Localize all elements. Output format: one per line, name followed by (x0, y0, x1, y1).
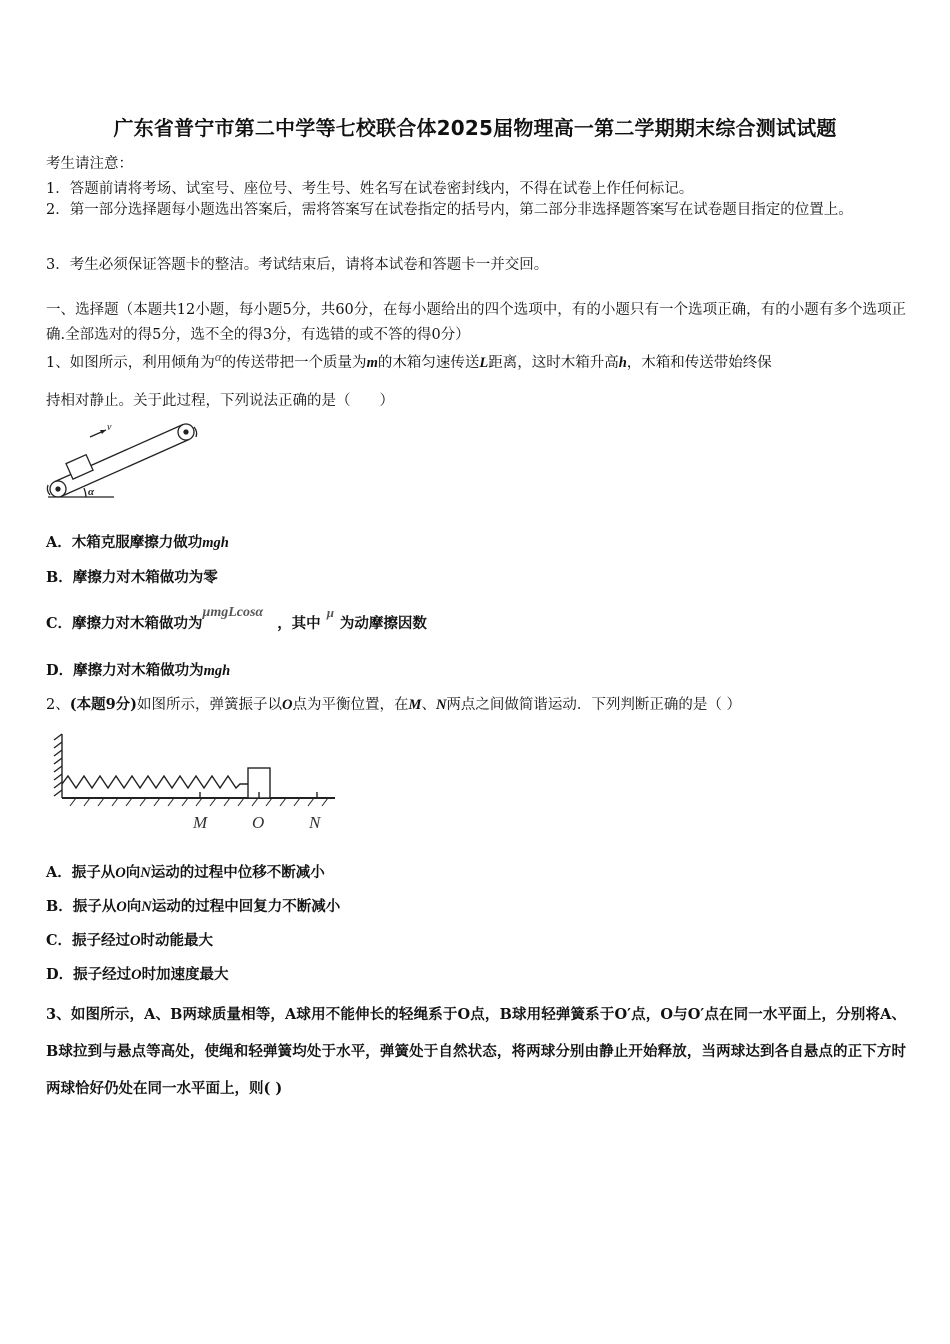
upper-pulley-axle (184, 430, 188, 434)
q2-stem: 2、(本题9分)如图所示，弹簧振子以O点为平衡位置，在M、N两点之间做简谐运动．下列判断正确的是（ ） (46, 696, 742, 713)
alpha-symbol: α (214, 349, 222, 364)
conveyor-belt-figure (44, 415, 214, 505)
q2-option-a: A．振子从O向N运动的过程中位移不断减小 (46, 864, 325, 881)
q1-option-b: B．摩擦力对木箱做功为零 (46, 569, 218, 586)
mu-symbol: μ (326, 605, 334, 620)
label-n: N (309, 813, 321, 832)
q2-option-b: B．振子从O向N运动的过程中回复力不断减小 (46, 898, 341, 915)
notice-item-3: 3．考生必须保证答题卡的整洁。考试结束后，请将本试卷和答题卡一并交回。 (46, 257, 549, 273)
q1-stem-line2: 持相对静止。关于此过程，下列说法正确的是（ ） (46, 393, 394, 409)
notice-item-2: 2．第一部分选择题每小题选出答案后，需将答案写在试卷指定的括号内，第二部分非选择题答案写在试卷题目指定的位置上。 (46, 202, 853, 218)
label-o: O (252, 813, 265, 832)
formula-friction: μmgLcosα (202, 605, 264, 620)
lower-pulley-axle (56, 487, 60, 491)
spring-oscillator-figure (50, 728, 340, 838)
section-heading: 一、选择题（本题共12小题，每小题5分，共60分，在每小题给出的四个选项中，有的小题只有一个选项正确，有的小题有多个选项正确.全部选对的得5分，选不全的得3分，有选错的或不答的得0分） (46, 302, 906, 343)
label-m: M (193, 813, 208, 832)
q2-option-c: C．振子经过O时动能最大 (46, 932, 214, 949)
q1-option-a: A．木箱克服摩擦力做功mgh (46, 534, 229, 551)
q2-option-d: D．振子经过O时加速度最大 (46, 966, 229, 983)
spring (62, 776, 248, 788)
notice-heading: 考生请注意： (46, 156, 133, 172)
q1-stem: 1、如图所示，利用倾角为α的传送带把一个质量为m的木箱匀速传送L距离，这时木箱升高h，木箱和传送带始终保 (46, 349, 772, 371)
angle-arc (84, 488, 86, 497)
q1-option-d: D．摩擦力对木箱做功为mgh (46, 662, 231, 679)
q3-stem: 3、如图所示，A、B两球质量相等，A球用不能伸长的轻绳系于O点，B球用轻弹簧系于O′点，O与O′点在同一水平面上，分别将A、B球拉到与悬点等高处，使绳和轻弹簧均处于水平，弹簧处于自然状态，将两球分别由静止开始释放，当两球达到各自悬点的正下方时两球恰好仍处在同一水平面上，则( ) (46, 1006, 906, 1097)
q1-option-c: C．摩擦力对木箱做功为μmgLcosα，其中μ为动摩擦因数 (46, 605, 427, 632)
velocity-label: v (107, 422, 112, 433)
angle-label: α (88, 486, 95, 498)
page-title: 广东省普宁市第二中学等七校联合体2025届物理高一第二学期期末综合测试试题 (113, 116, 837, 140)
notice-item-1: 1．答题前请将考场、试室号、座位号、考生号、姓名写在试卷密封线内，不得在试卷上作任何标记。 (46, 181, 694, 197)
